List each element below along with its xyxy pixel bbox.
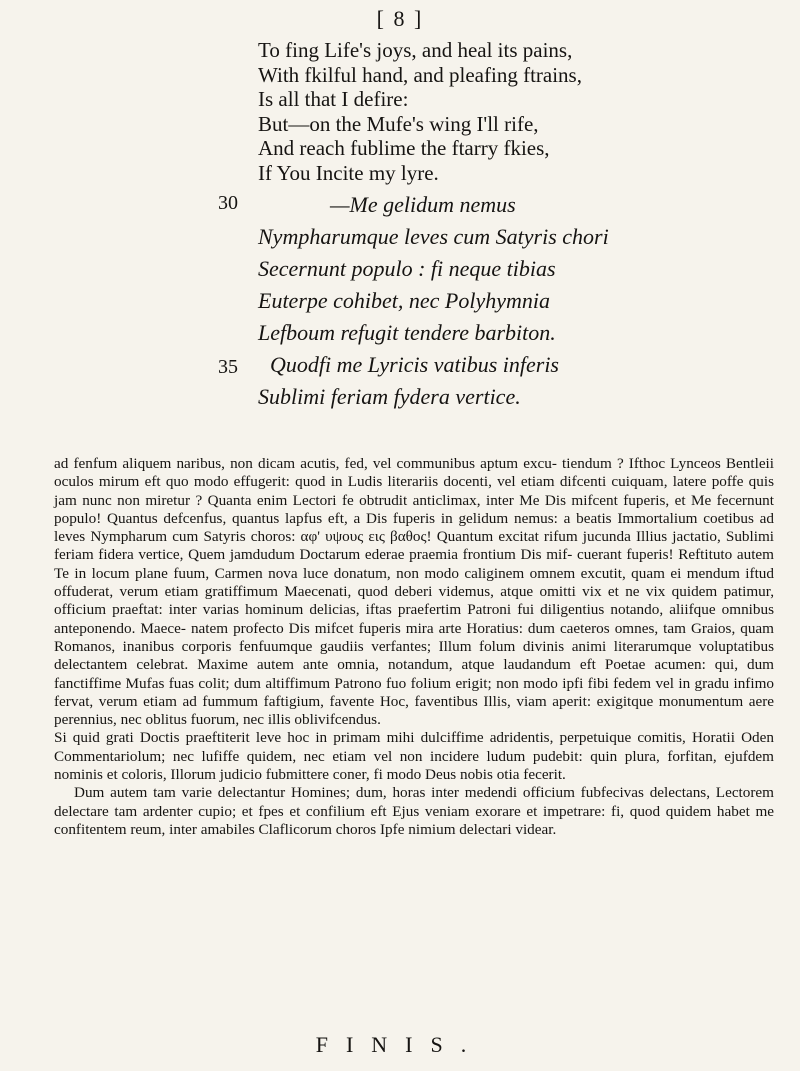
page-number: [ 8 ] [376, 6, 424, 31]
prose-paragraph: Dum autem tam varie delectantur Homines; dum, horas inter medendi officium fubfecivas delectans, Lectorem delectare tam ardenter cupio; et fpes et confilium eft Ejus veniam exorare et impetrare: fi, quod quidem habet me confitentem reum, inter amabiles Claflicorum choros Ipfe nimium delectari videar. [54, 784, 774, 838]
poem-line: If You Incite my lyre. [258, 160, 439, 185]
english-poem [258, 38, 778, 186]
latin-line: Sublimi feriam fydera vertice. [258, 384, 521, 409]
latin-line: Euterpe cohibet, nec Polyhymnia [258, 288, 551, 313]
latin-line: Lefboum refugit tendere barbiton. [258, 320, 556, 345]
poem-line: But—on the Mufe's wing I'll rife, [258, 111, 539, 136]
latin-line: Secernunt populo : fi neque tibias [258, 256, 556, 281]
prose-paragraph: ad fenfum aliquem naribus, non dicam acutis, fed, vel communibus aptum excu- tiendum ? Ifthoc Lynceos Bentleii oculos mirum eft quo modo effugerit: quod in Ludis literariis docenti, vel etiam difcenti cuiquam, latere poffe quis jam nunc non miretur ? Quanta enim Lectori fe obtrudit anticlimax, inter Me Dis mifcent fuperis, et Me fecernunt populo! Quantus defcenfus, quantus lapfus eft, a Dis fuperis in gelidum nemus: a beatis Immortalium coetibus ad leves Nympharum cum Satyris choros: αφ' υψους εις βαθος! Quantum excitat rifum jucunda Illius jactatio, Sublimi feriam fidera vertice, Quem jamdudum Doctarum ederae praemia frontium Dis mif- cuerant fuperis! Reftituto autem Te in locum plane fuum, Carmen nova luce donatum, non modo caliginem omnem excutit, quam ei mendum iftud offuderat, verum etiam gratiffimum Maecenati, quod deberi videmus, atque omitti vix et ne vix quidem patimur, officium praeftat: inter varias hominum delicias, iftas praefertim Patroni fui diligentius notando, aliifque omnibus anteponendo. Maece- natem profecto Dis mifcet fuperis mira arte Horatius: dum caeteros omnes, tam Graios, quam Romanos, inanibus corporis fenfuumque gaudiis verfantes; Illum folum divinis animi literarumque voluptatibus delectantem celebrat. Maxime autem ante omnia, notandum, atque laudandum eft Poetae acumen: qui, dum fanctiffime Mufas fuas colit; dum altiffimum Patrono fuo folium erigit; non modo ipfi fibi fedem vel in gradu infimo fervat, verum etiam ad fummum faftigium, favente Hoc, faventibus Illis, viam aperit: exigitque monumentum aere perennius, nec oblitus fuorum, nec illis oblivifcendus. [54, 455, 774, 729]
line-number: 30 [218, 192, 238, 214]
poem-line: And reach fublime the ftarry fkies, [258, 136, 550, 161]
poem-line: Is all that I defire: [258, 87, 409, 112]
latin-line: Nympharumque leves cum Satyris chori [258, 224, 609, 249]
poem-line: To fing Life's joys, and heal its pains, [258, 38, 573, 62]
latin-line: Quodfi me Lyricis vatibus inferis [270, 352, 559, 377]
poem-line: With fkilful hand, and pleafing ftrains, [258, 62, 582, 87]
prose-paragraph: Si quid grati Doctis praeftiterit leve hoc in primam mihi dulciffime adridentis, perpetuique comitis, Horatii Oden Commentariolum; nec lufiffe quidem, nec etiam vel non incidere ludum pudebit: quin plura, forfitan, ejufdem nominis et coloris, Illorum judicio fubmittere coner, fi modo Deus nobis otia fecerit. [54, 729, 774, 784]
latin-line: —Me gelidum nemus [330, 192, 516, 217]
line-number: 35 [218, 356, 238, 378]
commentary-prose [54, 455, 774, 839]
finis-colophon: FINIS. [315, 1032, 485, 1057]
